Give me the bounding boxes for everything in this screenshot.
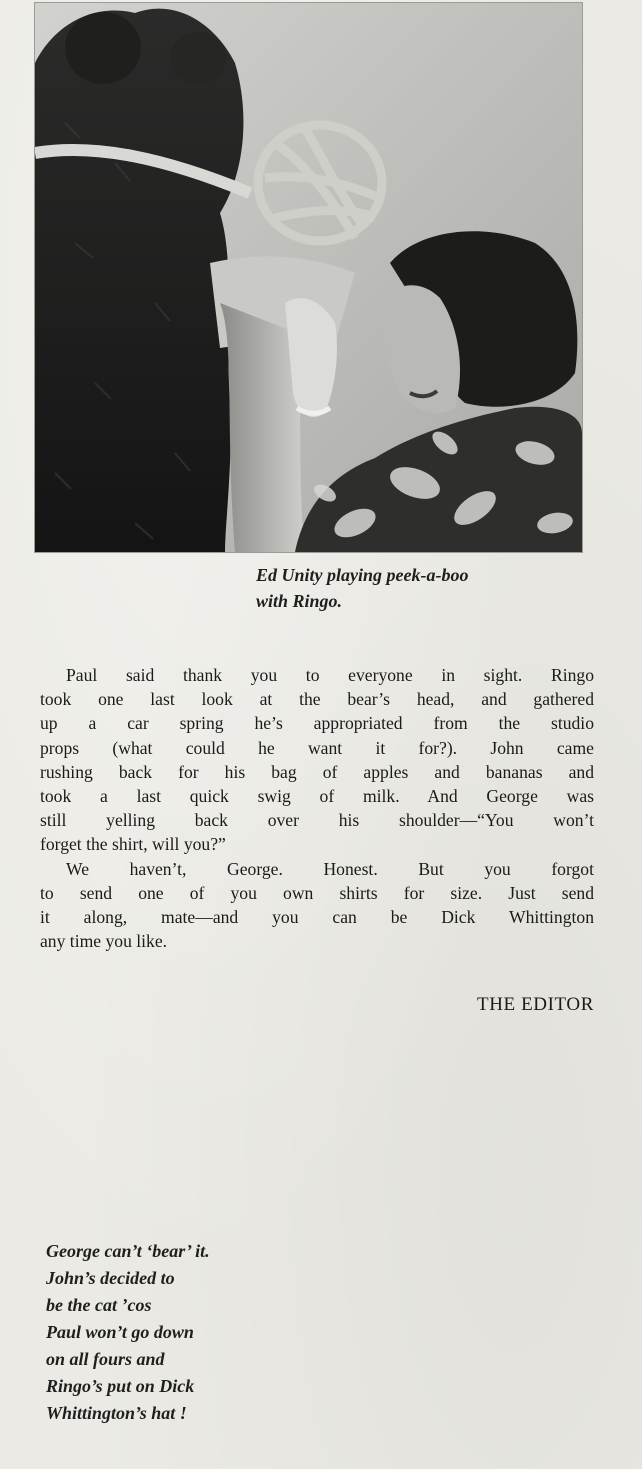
- bear-costume-photo-icon: [35, 3, 582, 552]
- article-line: to send one of you own shirts for size. Just send: [40, 882, 594, 903]
- poem-line: be the cat ’cos: [46, 1295, 152, 1315]
- article-line: Paul said thank you to everyone in sight. Ringo: [66, 665, 594, 685]
- article-line: took a last quick swig of milk. And George was: [40, 786, 594, 807]
- poem-line: Whittington’s hat !: [46, 1403, 187, 1423]
- poem-line: on all fours and: [46, 1349, 165, 1369]
- article-line: We haven’t, George. Honest. But you forgot: [66, 858, 594, 879]
- poem-line: George can’t ‘bear’ it.: [46, 1241, 210, 1261]
- poem-line: Paul won’t go down: [46, 1322, 194, 1342]
- editor-signature: THE EDITOR: [477, 994, 594, 1015]
- photo-caption: [256, 562, 586, 614]
- article-body: [40, 663, 594, 953]
- article-line: took one last look at the bear’s head, and gathered: [40, 689, 594, 710]
- article-line: it along, mate—and you can be Dick Whittington: [40, 907, 594, 928]
- article-line: up a car spring he’s appropriated from the studio: [40, 713, 594, 734]
- article-line: rushing back for his bag of apples and bananas and: [40, 761, 594, 782]
- poem-caption: [46, 1238, 326, 1427]
- article-line: forget the shirt, will you?”: [40, 834, 226, 855]
- caption-line: with Ringo.: [256, 591, 343, 611]
- article-line: props (what could he want it for?). John came: [40, 737, 594, 758]
- article-line: any time you like.: [40, 931, 168, 952]
- poem-line: Ringo’s put on Dick: [46, 1376, 195, 1396]
- poem-line: John’s decided to: [46, 1268, 175, 1288]
- bear-costume-photo: [35, 3, 582, 552]
- caption-line: Ed Unity playing peek-a-boo: [256, 565, 469, 585]
- article-line: still yelling back over his shoulder—“You won’t: [40, 810, 594, 831]
